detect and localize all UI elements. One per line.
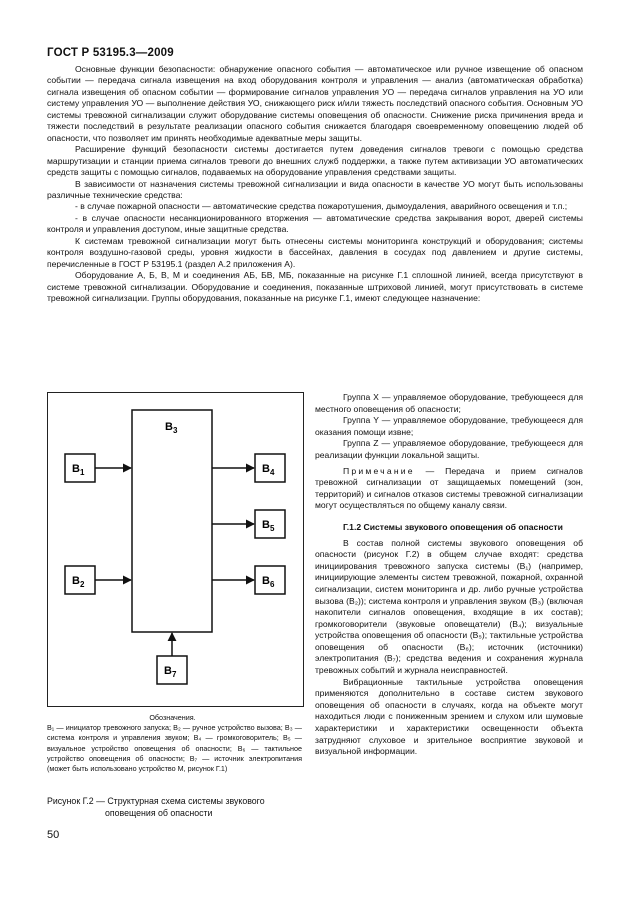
block-b5-label: $B_5$ xyxy=(262,519,275,533)
paragraph-functions: Основные функции безопасности: обнаружение опасного события — автоматическое или ручное извещение об опасном событии — передача сигнала извещения на вход оборудования контроля и управления — анализ (автоматическая обработка) сигнала извещения об опасном событии — формирование сигналов управления УО — передача сигналов управления на УО или систему управления УО — выполнение действия УО, снижающего риск и/или тяжесть последствий опасного события. Основным УО системы тревожной сигнализации служит оборудование системы оповещения об опасности. Снижение риска причинения вреда и тяжести последствий в результате реализации опасного события снижается благодаря своевременному оповещению людей об опасности, что позволяет им принять необходимые адекватные меры защиты. xyxy=(47,64,583,143)
paragraph-composition: В состав полной системы звукового оповещения об опасности (рисунок Г.2) в общем случае входят: средства инициирования тревожного запуска системы (B₁) (например, инициирующие элементы систем тревожной, пожарной, охранной сигнализации, систем мониторинга и др. либо ручные устройства вызова (B₂)); система контроля и управления звуком (B₃) (включая накопители сигналов оповещения, входящие в их состав); громкоговорители (звуковые оповещатели) (B₄); визуальные устройства оповещения об опасности (B₅); тактильные устройства оповещения об опасности (B₆); источник (источники) электропитания (B₇); средства ведения и сохранения журнала тревожных событий и журнала неисправностей. xyxy=(315,537,583,676)
paragraph-vibration: Вибрационные тактильные устройства оповещения применяются дополнительно в составе систем звукового оповещения об опасности в случаях, когда на объекте могут находиться люди с пониженным зрением и слухом или шумовые характеристики и характеристики освещенности объекта затрудняют слуховое и зрительное восприятие звуковой и визуальной информации. xyxy=(315,676,583,757)
block-b1-label: $B_1$ xyxy=(72,463,85,477)
figure-caption-text: Рисунок Г.2 — Структурная схема системы звукового оповещения об опасности xyxy=(47,796,265,818)
figure-caption xyxy=(47,796,302,819)
group-y-text: Группа Y — управляемое оборудование, требующееся для оказания помощи извне; xyxy=(315,415,583,437)
note-label: Примечание xyxy=(343,465,415,476)
list-item-intrusion: - в случае опасности несанкционированного вторжения — автоматические средства закрывания ворот, дверей системы контроля и управления доступом, иные защитные средства. xyxy=(47,212,583,235)
figure-notes-text: B₁ — инициатор тревожного запуска; B₂ — ручное устройство вызова; B₃ — система контроля и управления звуком; B₄ — громкоговоритель; B₅ — визуальное устройство оповещения об опасности; B₆ — тактильное устройство оповещения об опасности; B₇ — источник электропитания (может быть использовано устройство М, рисунок Г.1) xyxy=(47,723,302,774)
section-heading: Г.1.2 Системы звукового оповещения об опасности xyxy=(343,521,563,532)
right-column xyxy=(315,392,583,758)
document-header: ГОСТ Р 53195.3—2009 xyxy=(47,47,174,59)
block-b2-label: $B_2$ xyxy=(72,575,85,589)
block-b7-label: $B_7$ xyxy=(164,665,177,679)
body-text xyxy=(47,64,583,305)
figure-notes xyxy=(47,713,302,774)
group-x-text: Группа X — управляемое оборудование, требующееся для местного оповещения об опасности; xyxy=(315,392,583,414)
paragraph-means: В зависимости от назначения системы тревожной сигнализации и вида опасности в качестве УО могут быть использованы различные технические средства: xyxy=(47,178,583,200)
note xyxy=(315,466,583,512)
block-b6-label: $B_6$ xyxy=(262,575,275,589)
paragraph-systems: К системам тревожной сигнализации могут быть отнесены системы мониторинга конструкций и оборудования; системы контроля воздушно-газовой среды, уровня жидкости в бассейнах, давления в сосудах под давлением и другие системы, перечисленные в ГОСТ Р 53195.1 (раздел А.2 приложения А). xyxy=(47,235,583,269)
group-z-text: Группа Z — управляемое оборудование, требующееся для реализации функции локальной защиты. xyxy=(315,438,583,460)
list-item-fire: - в случае пожарной опасности — автоматические средства пожаротушения, дымоудаления, аварийного освещения и т.п.; xyxy=(75,201,568,212)
paragraph-extension: Расширение функций безопасности системы достигается путем доведения сигналов тревоги с помощью средства маршрутизации и станции приема сигналов тревоги до внешних служб поддержки, а также путем активизации УО автоматических средств защиты с помощью сигналов, подаваемых на оборудование управления средствами защиты. xyxy=(47,144,583,178)
figure-notes-title: Обозначения. xyxy=(149,713,196,722)
note-text: — Передача и прием сигналов тревожной сигнализации от защищаемых помещений (зон, территорий) и сигналов отказов системы тревожной сигнализации могут осуществляться по общему каналу связи. xyxy=(315,465,583,511)
structure-diagram xyxy=(47,392,304,707)
paragraph-equipment: Оборудование А, Б, В, М и соединения АБ, БВ, МБ, показанные на рисунке Г.1 сплошной линией, всегда присутствуют в системе тревожной сигнализации. Оборудование и соединения, показанные штриховой линией, могут присутствовать в системе тревожной сигнализации. Группы оборудования, показанные на рисунке Г.1, имеют следующее назначение: xyxy=(47,270,583,304)
page-number: 50 xyxy=(47,829,60,841)
block-b4-label: $B_4$ xyxy=(262,463,275,477)
block-b3 xyxy=(132,410,212,632)
block-b3-label: $B_3$ xyxy=(165,421,178,435)
